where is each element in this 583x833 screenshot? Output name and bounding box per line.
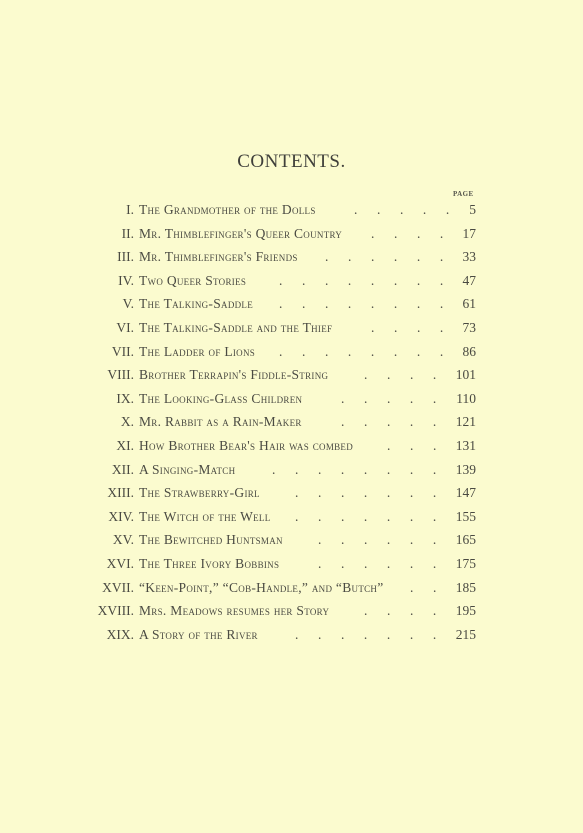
chapter-title: Mr. Thimblefinger's Queer Country [139,225,343,241]
dot-leader: ...... [325,249,463,265]
chapter-number: V. [122,296,134,312]
chapter-title: Mrs. Meadows resumes her Story [139,603,330,619]
toc-entry [0,627,583,651]
chapter-number: XIII. [107,485,134,501]
dot-leader: .... [371,225,463,241]
toc-entry [0,391,583,415]
chapter-number: II. [121,225,134,241]
dot-leader: ... [387,437,456,453]
page-number: 131 [455,437,476,453]
toc-entry [0,485,583,509]
dot-leader: ...... [318,532,456,548]
chapter-number: VI. [116,319,134,335]
chapter-title: “Keen-Point,” “Cob-Handle,” and “Butch” [139,579,384,595]
dot-leader: ........ [279,343,463,359]
chapter-title: The Bewitched Huntsman [139,532,283,548]
toc-entry [0,367,583,391]
toc-entry [0,273,583,297]
chapter-title: Two Queer Stories [139,272,247,288]
toc-entry [0,249,583,273]
chapter-title: The Talking-Saddle [139,296,254,312]
page-number: 73 [462,319,476,335]
toc-entry [0,226,583,250]
dot-leader: ..... [341,390,456,406]
chapter-title: Brother Terrapin's Fiddle-String [139,367,329,383]
toc-entry [0,202,583,226]
dot-leader: ....... [295,485,456,501]
chapter-number: I. [126,202,134,217]
chapter-title: The Three Ivory Bobbins [139,555,280,571]
toc-entry [0,556,583,580]
page-number: 110 [456,390,476,406]
page-number: 61 [462,296,476,312]
dot-leader: ........ [279,296,463,312]
chapter-title: The Talking-Saddle and the Thief [139,319,333,335]
chapter-number: X. [120,414,134,430]
page-number: 33 [462,249,476,265]
dot-leader: .. [410,579,456,595]
page-number: 165 [455,532,476,548]
dot-leader: ..... [341,414,456,430]
chapter-title: The Grandmother of the Dolls [139,202,316,217]
toc-entry [0,509,583,533]
page-number: 5 [469,202,476,217]
dot-leader: ...... [318,555,456,571]
page-number: 195 [455,603,476,619]
chapter-title: A Singing-Match [139,461,236,477]
page-number: 215 [455,626,476,642]
dot-leader: .... [364,367,456,383]
chapter-number: XIV. [108,508,134,524]
toc-entry [0,532,583,556]
toc-entry [0,580,583,604]
page-number: 121 [455,414,476,430]
dot-leader: ....... [295,508,456,524]
chapter-number: IX. [116,390,134,406]
chapter-title: The Ladder of Lions [139,343,256,359]
dot-leader: ....... [295,626,456,642]
chapter-number: III. [117,249,134,265]
chapter-number: XVI. [106,555,134,571]
toc-entry [0,344,583,368]
chapter-number: XIX. [106,626,134,642]
chapter-title: The Witch of the Well [139,508,271,524]
chapter-title: Mr. Thimblefinger's Friends [139,249,298,265]
toc-entry [0,462,583,486]
chapter-number: XVIII. [97,603,134,619]
page-number: 47 [462,272,476,288]
chapter-number: XV. [112,532,134,548]
page-number: 185 [455,579,476,595]
page-number: 101 [455,367,476,383]
page-number: 17 [462,225,476,241]
dot-leader: ........ [279,272,463,288]
dot-leader: .... [371,319,463,335]
dot-leader: ........ [272,461,456,477]
page-column-label: PAGE [453,190,474,198]
chapter-title: How Brother Bear's Hair was combed [139,437,354,453]
chapter-number: XVII. [102,579,134,595]
toc-entry [0,414,583,438]
toc-entry [0,438,583,462]
page-number: 155 [455,508,476,524]
page-title: CONTENTS. [237,151,346,172]
page-number: 86 [462,343,476,359]
chapter-number: VII. [111,343,134,359]
chapter-title: The Looking-Glass Children [139,390,303,406]
page-number: 147 [455,485,476,501]
chapter-title: The Strawberry-Girl [139,485,260,501]
dot-leader: ..... [354,202,469,217]
chapter-number: VIII. [107,367,134,383]
chapter-number: IV. [118,272,134,288]
toc-entry [0,296,583,320]
chapter-number: XII. [111,461,134,477]
chapter-title: A Story of the River [139,626,258,642]
dot-leader: .... [364,603,456,619]
chapter-title: Mr. Rabbit as a Rain-Maker [139,414,302,430]
chapter-number: XI. [116,437,134,453]
toc-entry [0,320,583,344]
page-number: 139 [455,461,476,477]
toc-entry [0,603,583,627]
table-of-contents [0,202,583,650]
page-number: 175 [455,555,476,571]
